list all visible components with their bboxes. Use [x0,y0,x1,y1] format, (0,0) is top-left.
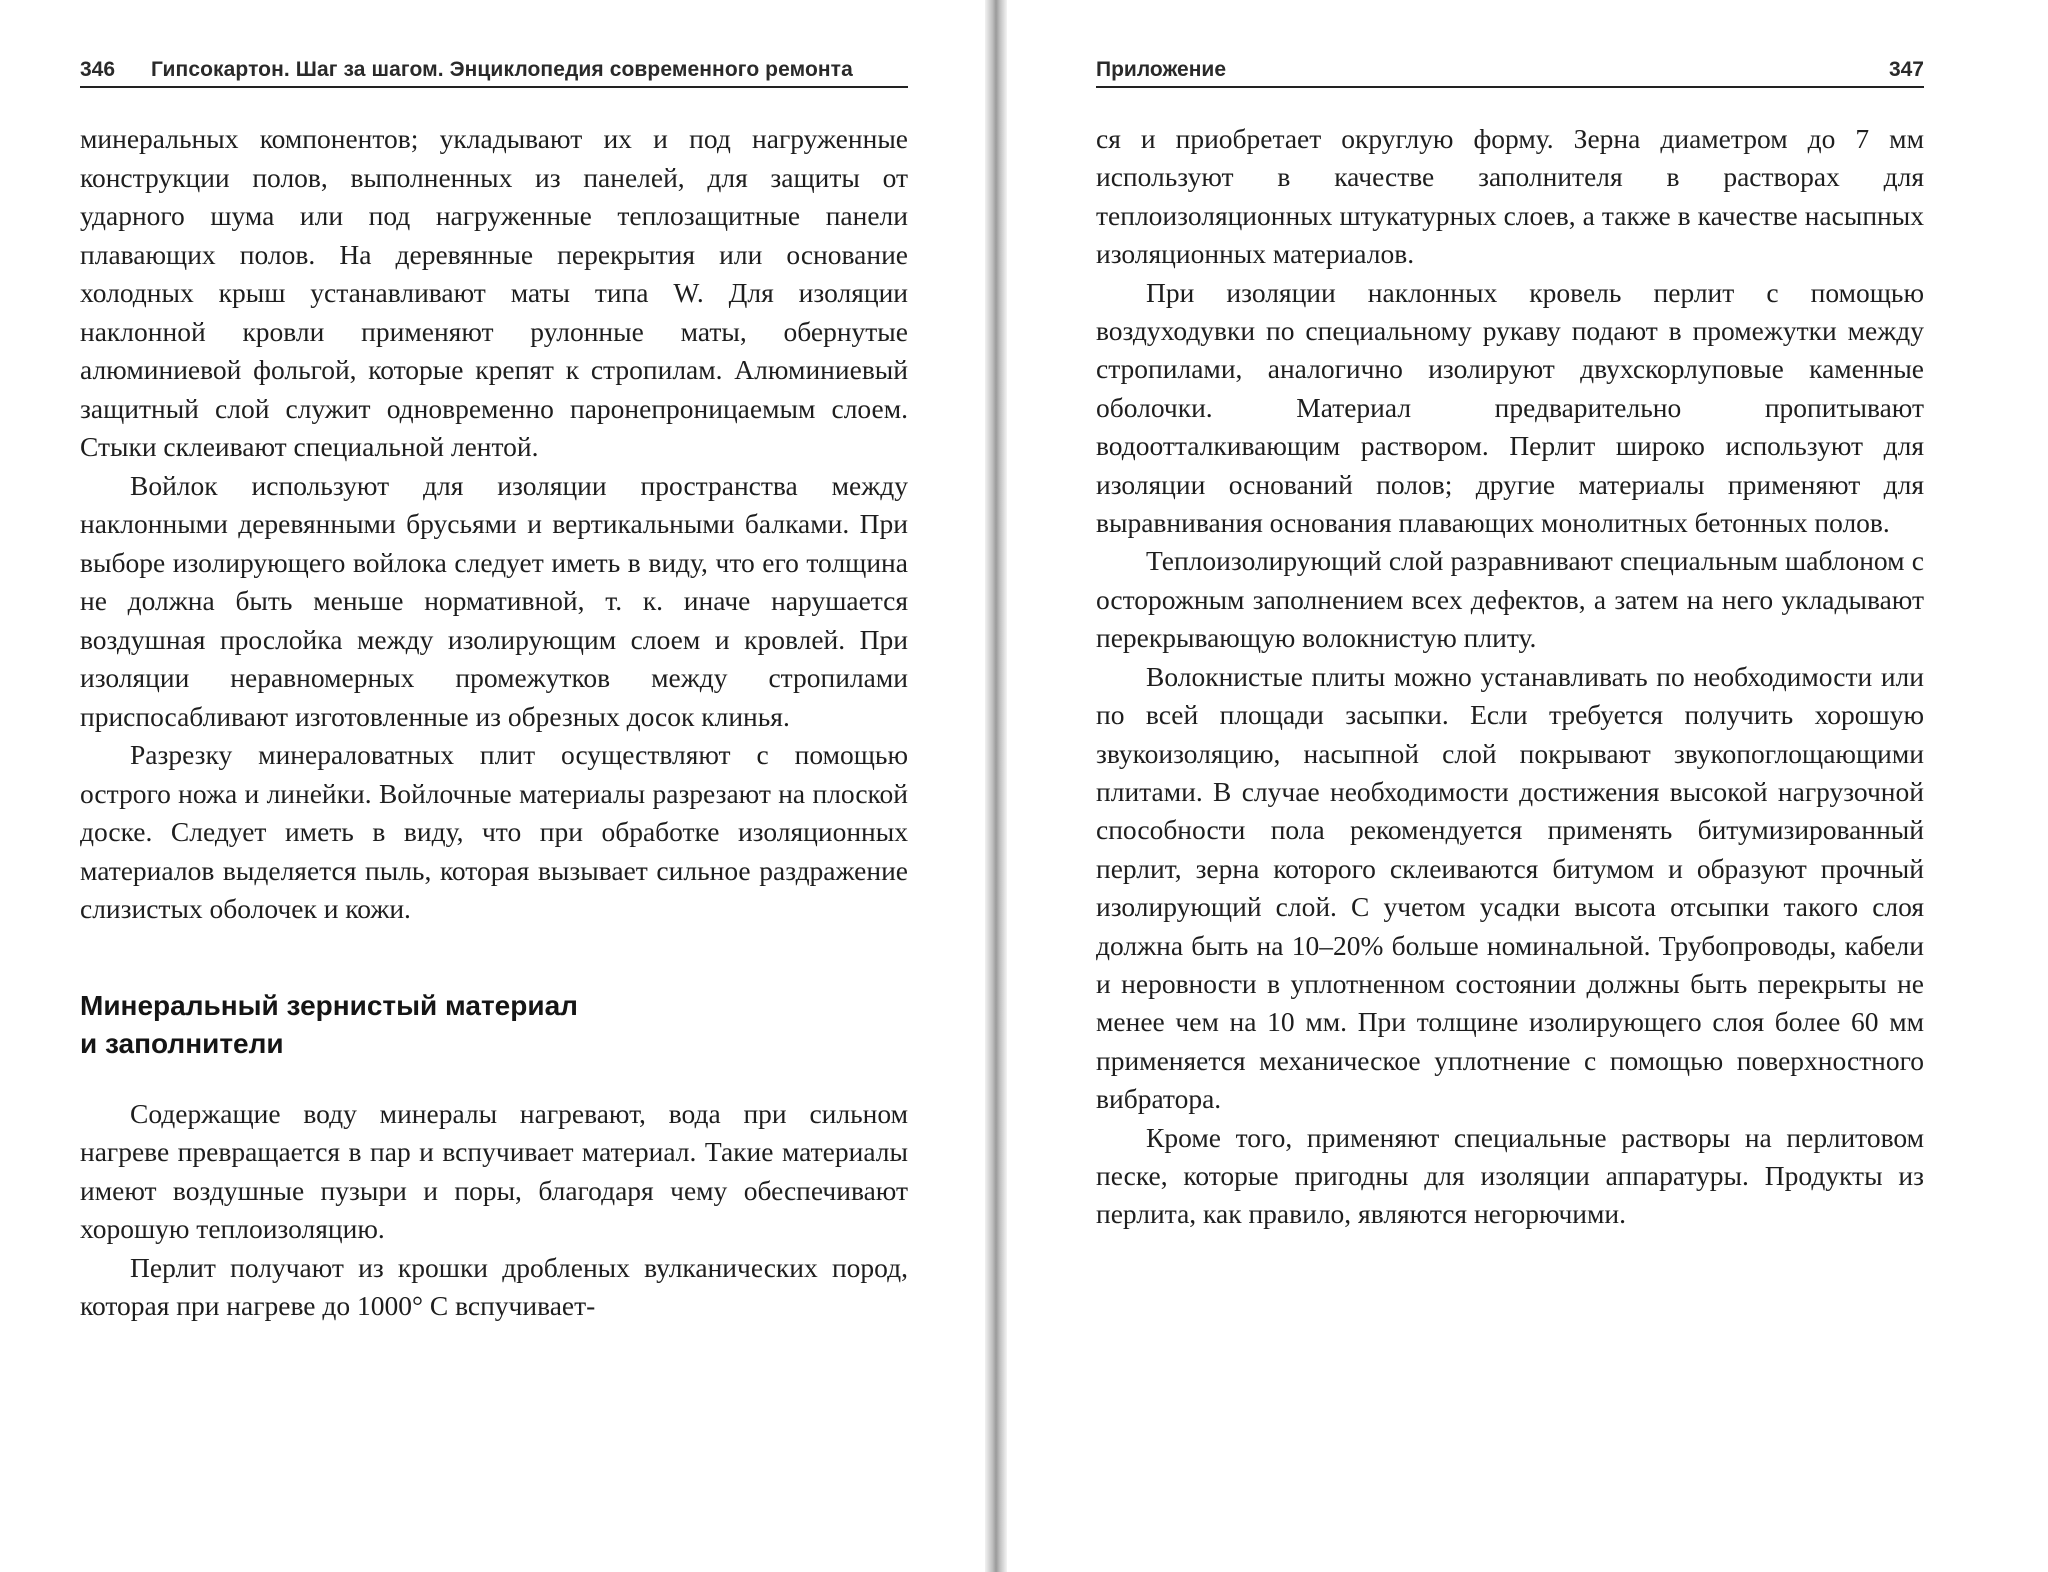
paragraph: При изоляции наклонных кровель перлит с помощью воздуходувки по специальному рукаву подают в промежутки между стропилами, аналогично изолируют двухскорлуповые каменные оболочки. Материал предварительно пропитывают водоотталкивающим раствором. Перлит широко используют для изоляции оснований полов; другие материалы применяют для выравнивания основания плавающих монолитных бетонных полов. [1096,276,1924,539]
right-page-body [1096,120,1924,1234]
right-running-head [1096,56,1924,88]
section-heading-line: и заполнители [80,1027,284,1059]
right-running-title: Приложение [1096,58,1227,81]
paragraph: Волокнистые плиты можно устанавливать по необходимости или по всей площади засыпки. Если требуется получить хорошую звукоизоляцию, насыпной слой покрывают звукопоглощающими плитами. В случае необходимости достижения высокой нагрузочной способности пола рекомендуется применять битумизированный перлит, зерна которого склеиваются битумом и образуют прочный изолирующий слой. С учетом усадки высота отсыпки такого слоя должна быть на 10–20% больше номинальной. Трубопроводы, кабели и неровности в уплотненном состоянии должны быть перекрыты не менее чем на 10 мм. При толщине изолирующего слоя более 60 мм применяется механическое уплотнение с помощью поверхностного вибратора. [1096,660,1924,1115]
left-running-title: Гипсокартон. Шаг за шагом. Энциклопедия современного ремонта [151,58,853,81]
right-page-number: 347 [1888,58,1924,81]
paragraph: Теплоизолирующий слой разравнивают специальным шаблоном с осторожным заполнением всех дефектов, а затем на него укладывают перекрывающую волокнистую плиту. [1096,545,1924,654]
paragraph: Кроме того, применяют специальные растворы на перлитовом песке, которые пригодны для изоляции аппаратуры. Продукты из перлита, как правило, являются негорючими. [1096,1121,1924,1230]
right-page [1096,0,1924,1572]
paragraph: Содержащие воду минералы нагревают, вода при сильном нагреве превращается в пар и вспучивает материал. Такие материалы имеют воздушные пузыри и поры, благодаря чему обеспечивают хорошую теплоизоляцию. [80,1097,908,1244]
paragraph: Войлок используют для изоляции пространства между наклонными деревянными брусьями и вертикальными балками. При выборе изолирующего войлока следует иметь в виду, что его толщина не должна быть меньше нормативной, т. к. иначе нарушается воздушная прослойка между изолирующим слоем и кровлей. При изоляции неравномерных промежутков между стропилами приспосабливают изготовленные из обрезных досок клинья. [80,469,908,732]
book-gutter [985,0,1007,1572]
paragraph: Перлит получают из крошки дробленых вулканических пород, которая при нагреве до 1000° С вспучивает- [80,1251,908,1321]
left-running-head [80,56,908,88]
left-page-body [80,120,908,1326]
left-page-number: 346 [80,58,116,81]
left-page [80,0,908,1572]
paragraph: Разрезку минераловатных плит осуществляют с помощью острого ножа и линейки. Войлочные материалы разрезают на плоской доске. Следует иметь в виду, что при обработке изоляционных материалов выделяется пыль, которая вызывает сильное раздражение слизистых оболочек и кожи. [80,739,908,924]
paragraph: ся и приобретает округлую форму. Зерна диаметром до 7 мм используют в качестве заполнителя в растворах для теплоизоляционных штукатурных слоев, а также в качестве насыпных изоляционных материалов. [1096,123,1924,270]
section-heading-line: Минеральный зернистый материал [80,989,578,1021]
section-heading [80,987,908,1063]
paragraph: минеральных компонентов; укладывают их и под нагруженные конструкции полов, выполненных из панелей, для защиты от ударного шума или под нагруженные теплозащитные панели плавающих полов. На деревянные перекрытия или основание холодных крыш устанавливают маты типа W. Для изоляции наклонной кровли применяют рулонные маты, обернутые алюминиевой фольгой, которые крепят к стропилам. Алюминиевый защитный слой служит одновременно паронепроницаемым слоем. Стыки склеивают специальной лентой. [80,123,908,462]
